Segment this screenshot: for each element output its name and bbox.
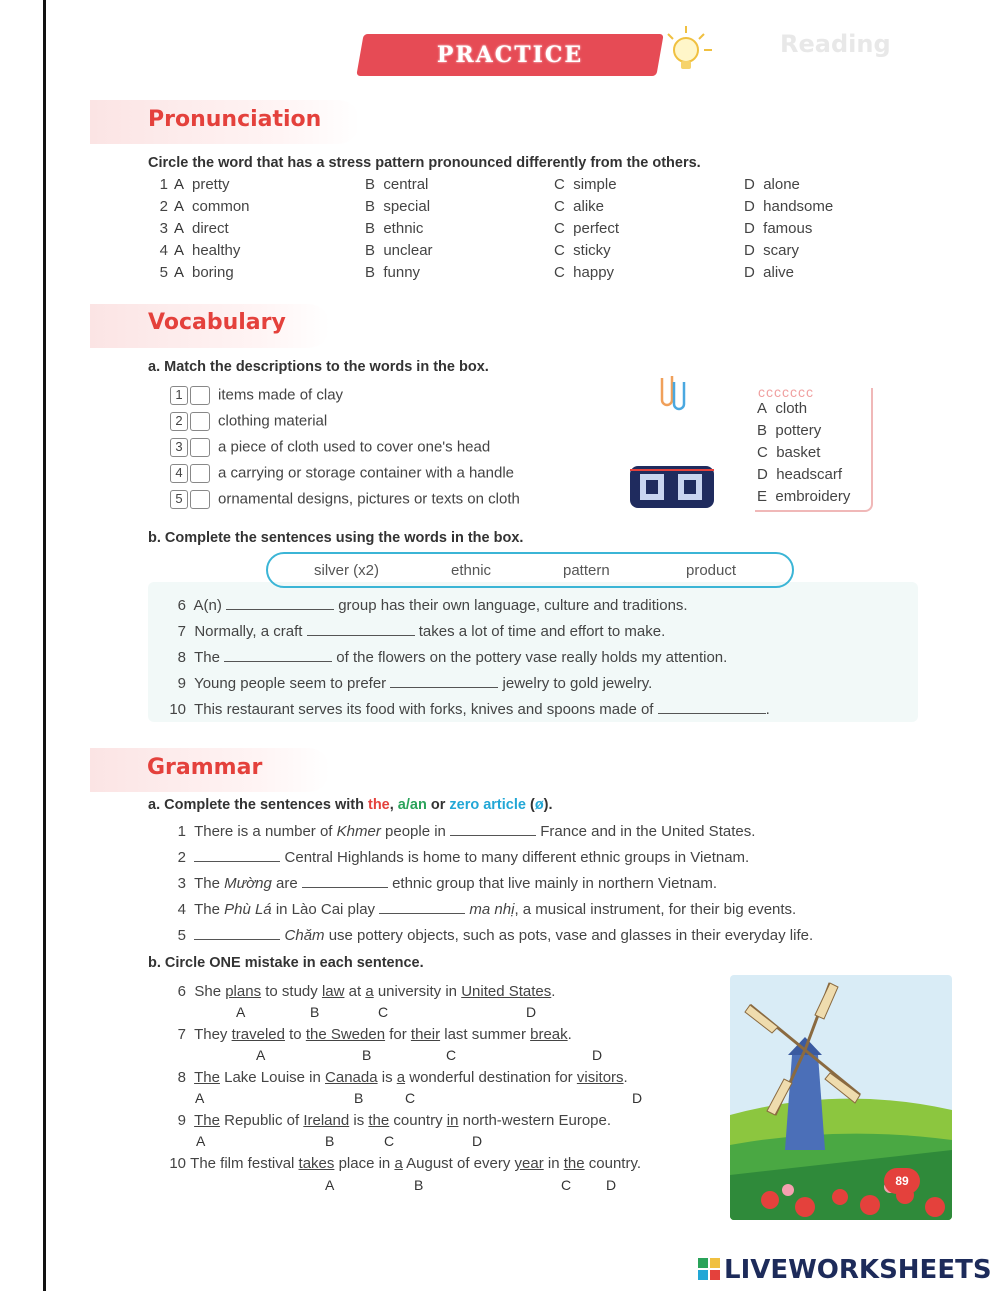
pronunciation-title: Pronunciation (148, 107, 322, 132)
liveworksheets-logo-icon (698, 1258, 720, 1280)
option-d[interactable]: visitors (576, 1069, 624, 1086)
option-c[interactable]: sticky (573, 242, 611, 259)
label-c: C (446, 1047, 457, 1063)
list-item: 4 a carrying or storage container with a handle (170, 464, 520, 490)
blank-input[interactable] (379, 900, 465, 914)
grammar-b-instruction: b. Circle ONE mistake in each sentence. (148, 955, 424, 971)
list-item: 3 a piece of cloth used to cover one's head (170, 438, 520, 464)
label-b: B (310, 1004, 320, 1020)
pronunciation-instruction: Circle the word that has a stress pattern pronounced differently from the others. (148, 155, 701, 171)
answer-box[interactable] (190, 438, 210, 457)
blank-input[interactable] (226, 596, 334, 610)
label-b: B (362, 1047, 372, 1063)
word-box-list (757, 400, 850, 510)
grammar-a-sentences (168, 822, 813, 952)
option-b[interactable]: central (383, 176, 429, 193)
label-c: C (378, 1004, 389, 1020)
label-b: B (414, 1177, 424, 1193)
option-b[interactable]: the Sweden (305, 1026, 386, 1043)
option-d[interactable]: break (530, 1026, 568, 1043)
label-a: A (236, 1004, 246, 1020)
option-a[interactable]: boring (192, 264, 234, 281)
list-item: 1 A pretty B central C simple D alone (159, 176, 800, 193)
option-b[interactable]: ethnic (383, 220, 424, 237)
option-b[interactable]: unclear (383, 242, 433, 259)
list-item: 5 ornamental designs, pictures or texts on cloth (170, 490, 520, 516)
list-item: 4 A healthy B unclear C sticky D scary (159, 242, 800, 259)
option-c[interactable]: their (410, 1026, 441, 1043)
option-c[interactable]: year (514, 1155, 544, 1172)
embroidered-bag-icon (628, 462, 716, 512)
blank-input[interactable] (194, 848, 280, 862)
page-edge-line (43, 0, 46, 1291)
word-bank-item: pattern (563, 562, 610, 579)
list-item: B pottery (757, 422, 822, 439)
blank-input[interactable] (658, 700, 766, 714)
option-d[interactable]: handsome (763, 198, 834, 215)
option-d[interactable]: alive (763, 264, 795, 281)
word-bank-item: silver (x2) (314, 562, 380, 579)
option-c[interactable]: the (368, 1112, 390, 1129)
option-a[interactable]: healthy (192, 242, 241, 259)
option-a[interactable]: common (192, 198, 250, 215)
grammar-a-instruction: a. Complete the sentences with the, a/an or zero article (ø). (148, 797, 553, 813)
option-d[interactable]: the (563, 1155, 585, 1172)
option-b[interactable]: funny (383, 264, 421, 281)
vocabulary-title: Vocabulary (148, 310, 286, 335)
blank-input[interactable] (224, 648, 332, 662)
label-d: D (632, 1090, 643, 1106)
list-item: 3 The Mường are ethnic group that live mainly in northern Vietnam. (177, 875, 717, 892)
list-item: 8 The Lake Louise in Canada is a wonderful destination for visitors. (177, 1069, 628, 1086)
option-c[interactable]: a (396, 1069, 406, 1086)
vocab-a-instruction: a. Match the descriptions to the words in the box. (148, 359, 489, 375)
option-c[interactable]: perfect (573, 220, 620, 237)
label-d: D (606, 1177, 617, 1193)
option-d[interactable]: United States (461, 983, 552, 1000)
label-c: C (405, 1090, 416, 1106)
page-title: PRACTICE (436, 42, 584, 68)
list-item: 9 The Republic of Ireland is the country in north-western Europe. (177, 1112, 612, 1129)
word-box-decoration: ᴄᴄᴄᴄᴄᴄᴄ (758, 384, 814, 400)
blank-input[interactable] (390, 674, 498, 688)
list-item: 2 clothing material (170, 412, 520, 438)
label-d: D (592, 1047, 603, 1063)
vocab-b-instruction: b. Complete the sentences using the words in the box. (148, 530, 524, 546)
word-bank-item: product (686, 562, 737, 579)
ghost-heading: Reading (780, 30, 891, 58)
list-item: 8 The of the flowers on the pottery vase really holds my attention. (177, 649, 728, 666)
blank-input[interactable] (450, 822, 536, 836)
list-item: 6 A(n) group has their own language, culture and traditions. (177, 597, 688, 614)
list-item: 7 Normally, a craft takes a lot of time and effort to make. (177, 623, 666, 640)
option-c[interactable]: a (365, 983, 374, 1000)
list-item: 10 The film festival takes place in a August of every year in the country. (169, 1155, 642, 1172)
option-a[interactable]: direct (192, 220, 229, 237)
option-a[interactable]: takes (298, 1155, 335, 1172)
label-d: D (526, 1004, 537, 1020)
list-item: 5 A boring B funny C happy D alive (159, 264, 795, 281)
pronunciation-list (150, 176, 870, 286)
option-b[interactable]: law (321, 983, 345, 1000)
paperclip-icon (652, 370, 692, 412)
list-item: 9 Young people seem to prefer jewelry to gold jewelry. (177, 675, 653, 692)
list-item: 3 A direct B ethnic C perfect D famous (159, 220, 813, 237)
list-item: 10 This restaurant serves its food with forks, knives and spoons made of . (169, 701, 770, 718)
label-b: B (354, 1090, 364, 1106)
list-item: 7 They traveled to the Sweden for their last summer break. (177, 1026, 572, 1043)
label-a: A (195, 1090, 205, 1106)
list-item: 6 She plans to study law at a university in United States. (177, 983, 556, 1000)
option-a[interactable]: traveled (231, 1026, 285, 1043)
list-item: 2 A common B special C alike D handsome (159, 198, 834, 215)
answer-box[interactable] (190, 386, 210, 405)
answer-box[interactable] (190, 464, 210, 483)
match-list (170, 386, 520, 516)
word-bank-item: ethnic (451, 562, 492, 579)
label-b: B (325, 1133, 335, 1149)
list-item: 2 Central Highlands is home to many different ethnic groups in Vietnam. (177, 849, 750, 866)
option-b[interactable]: Ireland (303, 1112, 350, 1129)
option-d[interactable]: in (446, 1112, 459, 1129)
option-c[interactable]: happy (573, 264, 615, 281)
option-a[interactable]: pretty (192, 176, 230, 193)
list-item: 1 There is a number of Khmer people in France and in the United States. (177, 823, 756, 840)
option-b[interactable]: a (394, 1155, 403, 1172)
answer-box[interactable] (190, 490, 210, 509)
answer-box[interactable] (190, 412, 210, 431)
label-c: C (561, 1177, 572, 1193)
list-item: 5 Chăm use pottery objects, such as pots, vase and glasses in their everyday life. (177, 927, 814, 944)
list-item: 1 items made of clay (170, 386, 520, 412)
label-c: C (384, 1133, 395, 1149)
option-b[interactable]: special (383, 198, 431, 215)
list-item: C basket (757, 444, 821, 461)
list-item: A cloth (757, 400, 808, 417)
label-d: D (472, 1133, 483, 1149)
option-d[interactable]: alone (763, 176, 800, 193)
grammar-title: Grammar (147, 755, 263, 780)
vocab-sentences (168, 596, 770, 726)
label-a: A (325, 1177, 335, 1193)
label-a: A (196, 1133, 206, 1149)
option-b[interactable]: Canada (325, 1069, 378, 1086)
option-a[interactable]: plans (225, 983, 262, 1000)
blank-input[interactable] (302, 874, 388, 888)
list-item: D headscarf (757, 466, 843, 483)
option-c[interactable]: simple (573, 176, 617, 193)
option-d[interactable]: scary (763, 242, 800, 259)
list-item: 4 The Phù Lá in Lào Cai play ma nhị, a musical instrument, for their big events. (177, 901, 797, 918)
page-number: 89 (884, 1168, 920, 1194)
option-a[interactable]: The (194, 1112, 220, 1129)
option-c[interactable]: alike (573, 198, 605, 215)
list-item: E embroidery (757, 488, 851, 505)
option-a[interactable]: The (194, 1069, 220, 1086)
label-a: A (256, 1047, 266, 1063)
blank-input[interactable] (194, 926, 280, 940)
option-d[interactable]: famous (763, 220, 813, 237)
blank-input[interactable] (307, 622, 415, 636)
lightbulb-icon (660, 20, 720, 80)
liveworksheets-logo[interactable]: LIVEWORKSHEETS (724, 1255, 992, 1285)
